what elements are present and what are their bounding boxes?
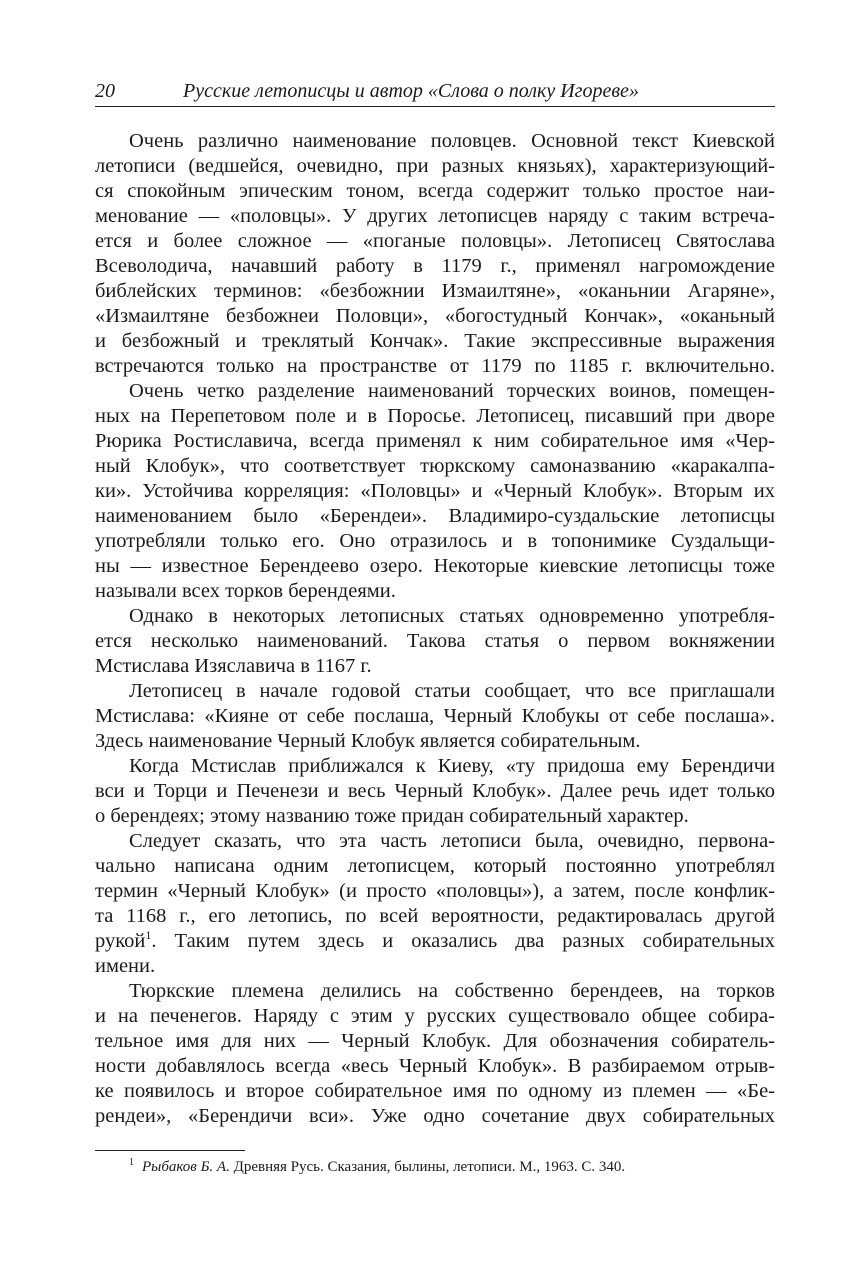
text-line: ке появилось и второе собирательное имя по одному из племен — «Бе- [95,1080,775,1102]
footnote [95,1157,775,1177]
text-line: употребляли только его. Оно отразилось и в топонимике Суздальщи- [95,530,775,552]
text-line: Мстислава Изяславича в 1167 г. [95,655,372,677]
text-line: Тюркские племена делились на собственно берендеев, на торков [129,980,775,1002]
paragraph-4 [95,679,775,754]
text-line: встречаются только на пространстве от 1179 по 1185 г. включительно. [95,355,775,377]
text-line: Однако в некоторых летописных статьях одновременно употребля- [129,605,775,627]
text-line: о берендеях; этому названию тоже придан собирательный характер. [95,805,689,827]
text-line: Очень четко разделение наименований торческих воинов, помещен- [129,380,775,402]
paragraph-5 [95,754,775,829]
running-title: Русские летописцы и автор «Слова о полку Игореве» [183,80,639,102]
text-line: «Измаилтяне безбожнеи Половци», «богостудный Кончак», «оканьный [95,305,775,327]
footnote-reference[interactable]: 1 [145,929,152,943]
text-line: рендеи», «Берендичи вси». Уже одно сочетание двух собирательных [95,1105,775,1127]
text-line: Когда Мстислав приближался к Киеву, «ту придоша ему Берендичи [129,755,775,777]
text-line: ны — известное Берендеево озеро. Некоторые киевские летописцы тоже [95,555,775,577]
paragraph-2 [95,379,775,604]
text-line: Летописец в начале годовой статьи сообщает, что все приглашали [129,680,775,702]
footnotes [95,1150,775,1177]
text-line: и на печенегов. Наряду с этим у русских существовало общее собира- [95,1005,775,1027]
page-number: 20 [95,80,115,102]
text-line: имени. [95,955,156,977]
paragraph-7 [95,979,775,1129]
text-line: ности добавлялось всегда «весь Черный Клобук». В разбираемом отрыв- [95,1055,775,1077]
paragraph-6 [95,829,775,979]
text-line: та 1168 г., его летопись, по всей вероятности, редактировалась другой [95,905,775,927]
text-line: Мстислава: «Кияне от себе послаша, Черный Клобукы от себе послаша». [95,705,775,727]
footnote-mark: 1 [129,1157,134,1168]
text-line: чально написана одним летописцем, который постоянно употреблял [95,855,775,877]
text-line: менование — «половцы». У других летописцев наряду с таким встреча- [95,205,775,227]
text-line: ки». Устойчива корреляция: «Половцы» и «Черный Клобук». Вторым их [95,480,775,502]
text-line: ется несколько наименований. Такова статья о первом вокняжении [95,630,775,652]
text-line: Следует сказать, что эта часть летописи была, очевидно, первона- [129,830,775,852]
page [95,78,775,1129]
text-line: вси и Торци и Печенези и весь Черный Клобук». Далее речь идет только [95,780,775,802]
text-line: и безбожный и треклятый Кончак». Такие экспрессивные выражения [95,330,775,352]
text-line: Здесь наименование Черный Клобук является собирательным. [95,730,641,752]
text-line: называли всех торков берендеями. [95,580,396,602]
text-line: Очень различно наименование половцев. Основной текст Киевской [129,130,775,152]
text-line: Рюрика Ростиславича, всегда применял к ним собирательное имя «Чер- [95,430,775,452]
text-line: наименованием было «Берендеи». Владимиро-суздальские летописцы [95,505,775,527]
text-fragment: рукой [95,930,146,952]
body-text [95,129,775,1129]
paragraph-1 [95,129,775,379]
text-line: термин «Черный Клобук» (и просто «половцы»), а затем, после конфлик- [95,880,775,902]
footnote-divider [95,1150,245,1151]
text-line: ся спокойным эпическим тоном, всегда содержит только простое наи- [95,180,775,202]
footnote-text: Древняя Русь. Сказания, былины, летописи. М., 1963. С. 340. [229,1159,626,1175]
text-line: ется и более сложное — «поганые половцы». Летописец Святослава [95,230,775,252]
text-line: ных на Перепетовом поле и в Поросье. Летописец, писавший при дворе [95,405,775,427]
text-line: летописи (ведшейся, очевидно, при разных князьях), характеризующий- [95,155,775,177]
text-line [95,929,775,954]
text-line: ный Клобук», что соответствует тюркскому самоназванию «каракалпа- [95,455,775,477]
footnote-author: Рыбаков Б. А. [142,1159,230,1175]
paragraph-3 [95,604,775,679]
text-fragment: . Таким путем здесь и оказались два разных собирательных [151,930,775,952]
text-line: библейских терминов: «безбожнии Измаилтяне», «оканьнии Агаряне», [95,280,775,302]
text-line: тельное имя для них — Черный Клобук. Для обозначения собиратель- [95,1030,775,1052]
running-head [95,78,775,107]
text-line: Всеволодича, начавший работу в 1179 г., применял нагромождение [95,255,775,277]
